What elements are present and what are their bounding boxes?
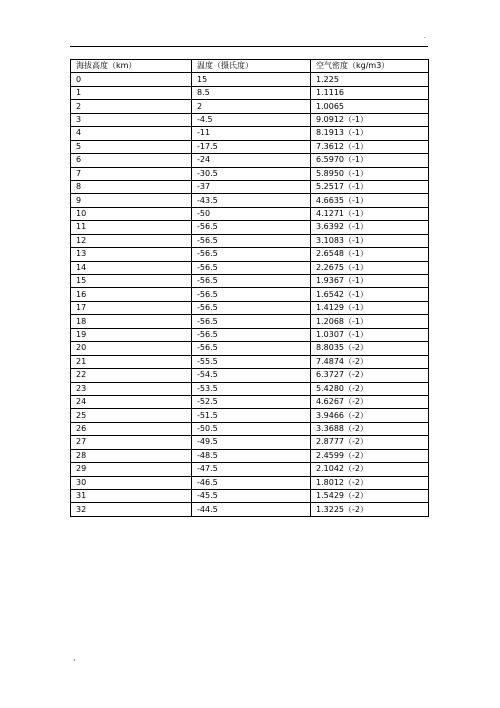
cell-air-density: 8.1913（-1）: [311, 127, 429, 140]
cell-temperature: -56.5: [192, 342, 311, 355]
cell-temperature: -56.5: [192, 328, 311, 341]
cell-air-density: 1.0065: [311, 100, 429, 113]
table-row: [71, 221, 429, 234]
cell-temperature: -55.5: [192, 355, 311, 368]
table-row: [71, 490, 429, 503]
cell-temperature: -56.5: [192, 301, 311, 314]
cell-temperature: -43.5: [192, 194, 311, 207]
cell-temperature: -56.5: [192, 275, 311, 288]
table-row: [71, 86, 429, 99]
cell-air-density: 1.8012（-2）: [311, 476, 429, 489]
cell-temperature: 15: [192, 73, 311, 86]
cell-air-density: 8.8035（-2）: [311, 342, 429, 355]
cell-air-density: 1.6542（-1）: [311, 288, 429, 301]
cell-altitude: 17: [71, 301, 192, 314]
table-row: [71, 248, 429, 261]
cell-air-density: 5.8950（-1）: [311, 167, 429, 180]
cell-altitude: 6: [71, 154, 192, 167]
cell-temperature: -4.5: [192, 113, 311, 126]
cell-air-density: 2.2675（-1）: [311, 261, 429, 274]
cell-altitude: 2: [71, 100, 192, 113]
cell-altitude: 14: [71, 261, 192, 274]
cell-air-density: 6.5970（-1）: [311, 154, 429, 167]
cell-air-density: 3.9466（-2）: [311, 409, 429, 422]
table-row: [71, 167, 429, 180]
table-row: [71, 207, 429, 220]
table-row: [71, 113, 429, 126]
cell-temperature: -47.5: [192, 463, 311, 476]
table-row: [71, 315, 429, 328]
cell-altitude: 18: [71, 315, 192, 328]
cell-air-density: 2.8777（-2）: [311, 436, 429, 449]
cell-altitude: 0: [71, 73, 192, 86]
cell-temperature: -30.5: [192, 167, 311, 180]
cell-temperature: -56.5: [192, 248, 311, 261]
cell-altitude: 21: [71, 355, 192, 368]
cell-altitude: 3: [71, 113, 192, 126]
table-row: [71, 409, 429, 422]
cell-air-density: 9.0912（-1）: [311, 113, 429, 126]
cell-altitude: 4: [71, 127, 192, 140]
atmosphere-table: [70, 59, 429, 517]
cell-air-density: 3.6392（-1）: [311, 221, 429, 234]
table-row: [71, 127, 429, 140]
table-row: [71, 100, 429, 113]
cell-temperature: -49.5: [192, 436, 311, 449]
cell-air-density: 3.3688（-2）: [311, 422, 429, 435]
cell-altitude: 29: [71, 463, 192, 476]
cell-air-density: 5.2517（-1）: [311, 180, 429, 193]
cell-air-density: 1.9367（-1）: [311, 275, 429, 288]
cell-altitude: 27: [71, 436, 192, 449]
cell-altitude: 1: [71, 86, 192, 99]
cell-temperature: -45.5: [192, 490, 311, 503]
cell-altitude: 20: [71, 342, 192, 355]
cell-air-density: 1.0307（-1）: [311, 328, 429, 341]
cell-altitude: 28: [71, 449, 192, 462]
header-temperature: 温度（摄氏度）: [192, 60, 311, 73]
table-row: [71, 422, 429, 435]
table-row: [71, 154, 429, 167]
cell-temperature: -48.5: [192, 449, 311, 462]
cell-temperature: -54.5: [192, 369, 311, 382]
cell-air-density: 2.6548（-1）: [311, 248, 429, 261]
table-row: [71, 476, 429, 489]
cell-air-density: 1.3225（-2）: [311, 503, 429, 516]
cell-altitude: 8: [71, 180, 192, 193]
cell-air-density: 1.5429（-2）: [311, 490, 429, 503]
cell-altitude: 30: [71, 476, 192, 489]
table-row: [71, 275, 429, 288]
cell-air-density: 4.1271（-1）: [311, 207, 429, 220]
cell-altitude: 13: [71, 248, 192, 261]
footer-mark: 、: [73, 654, 80, 662]
table-row: [71, 382, 429, 395]
cell-air-density: 4.6267（-2）: [311, 395, 429, 408]
cell-altitude: 31: [71, 490, 192, 503]
table-row: [71, 369, 429, 382]
cell-temperature: -56.5: [192, 221, 311, 234]
cell-altitude: 15: [71, 275, 192, 288]
cell-altitude: 22: [71, 369, 192, 382]
cell-air-density: 2.4599（-2）: [311, 449, 429, 462]
cell-altitude: 16: [71, 288, 192, 301]
cell-temperature: -56.5: [192, 234, 311, 247]
cell-altitude: 26: [71, 422, 192, 435]
cell-altitude: 23: [71, 382, 192, 395]
cell-temperature: -56.5: [192, 288, 311, 301]
table-row: [71, 140, 429, 153]
cell-air-density: 5.4280（-2）: [311, 382, 429, 395]
cell-air-density: 1.1116: [311, 86, 429, 99]
table-row: [71, 73, 429, 86]
table-row: [71, 234, 429, 247]
cell-temperature: -52.5: [192, 395, 311, 408]
cell-temperature: 8.5: [192, 86, 311, 99]
header-air-density: 空气密度（kg/m3）: [311, 60, 429, 73]
table-row: [71, 395, 429, 408]
table-row: [71, 180, 429, 193]
cell-altitude: 10: [71, 207, 192, 220]
cell-altitude: 5: [71, 140, 192, 153]
header-mark: ·: [424, 35, 426, 42]
cell-temperature: 2: [192, 100, 311, 113]
cell-air-density: 7.3612（-1）: [311, 140, 429, 153]
cell-temperature: -50.5: [192, 422, 311, 435]
cell-air-density: 2.1042（-2）: [311, 463, 429, 476]
cell-air-density: 1.225: [311, 73, 429, 86]
cell-altitude: 32: [71, 503, 192, 516]
cell-altitude: 12: [71, 234, 192, 247]
table-row: [71, 436, 429, 449]
cell-temperature: -37: [192, 180, 311, 193]
table-row: [71, 261, 429, 274]
cell-temperature: -11: [192, 127, 311, 140]
table-row: [71, 194, 429, 207]
cell-altitude: 19: [71, 328, 192, 341]
table-row: [71, 449, 429, 462]
cell-air-density: 3.1083（-1）: [311, 234, 429, 247]
table-row: [71, 463, 429, 476]
cell-air-density: 6.3727（-2）: [311, 369, 429, 382]
cell-altitude: 24: [71, 395, 192, 408]
header-altitude: 海拔高度（km）: [71, 60, 192, 73]
cell-air-density: 1.2068（-1）: [311, 315, 429, 328]
cell-altitude: 11: [71, 221, 192, 234]
cell-temperature: -56.5: [192, 261, 311, 274]
cell-altitude: 25: [71, 409, 192, 422]
cell-air-density: 7.4874（-2）: [311, 355, 429, 368]
cell-temperature: -44.5: [192, 503, 311, 516]
cell-temperature: -17.5: [192, 140, 311, 153]
table-row: [71, 301, 429, 314]
cell-air-density: 1.4129（-1）: [311, 301, 429, 314]
header-rule: [70, 46, 428, 47]
cell-air-density: 4.6635（-1）: [311, 194, 429, 207]
cell-temperature: -50: [192, 207, 311, 220]
cell-temperature: -51.5: [192, 409, 311, 422]
cell-altitude: 9: [71, 194, 192, 207]
cell-temperature: -46.5: [192, 476, 311, 489]
cell-temperature: -24: [192, 154, 311, 167]
cell-temperature: -56.5: [192, 315, 311, 328]
table-body: [71, 73, 429, 516]
cell-temperature: -53.5: [192, 382, 311, 395]
cell-altitude: 7: [71, 167, 192, 180]
table-row: [71, 342, 429, 355]
table-row: [71, 328, 429, 341]
table-row: [71, 503, 429, 516]
table-row: [71, 288, 429, 301]
table-row: [71, 355, 429, 368]
table-header-row: [71, 60, 429, 73]
